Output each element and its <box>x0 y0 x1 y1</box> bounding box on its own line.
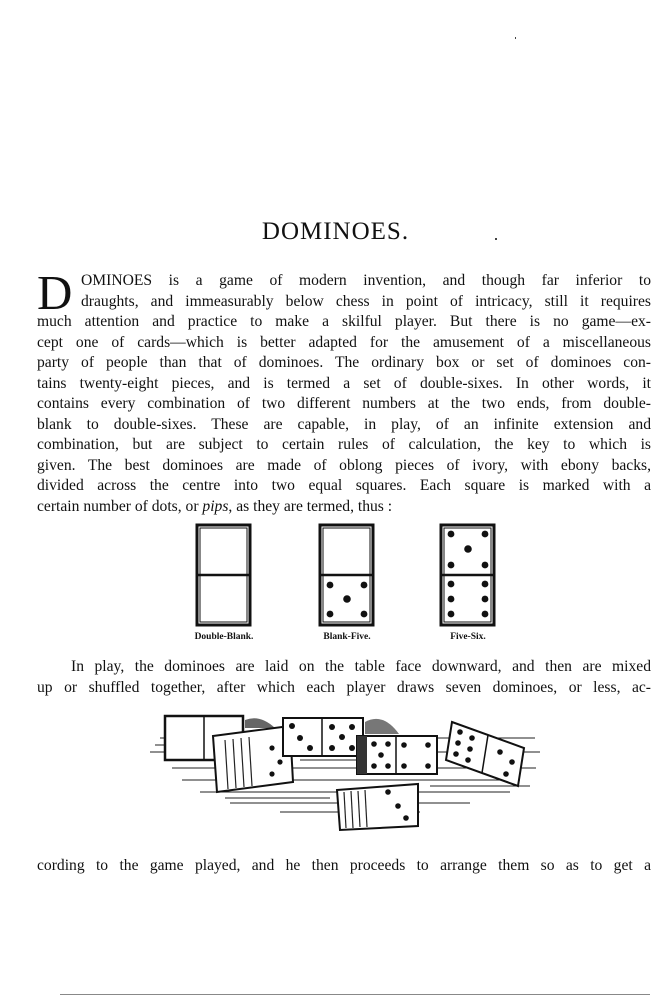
text-line: tains twenty-eight pieces, and is termed a set of double-sixes. In other words, it <box>37 374 651 392</box>
text-line: contains every combination of two different numbers at the two ends, from double- <box>37 395 651 412</box>
text-line: draughts, and immeasurably below chess in point of intricacy, still it requires <box>81 292 651 310</box>
text-line: cording to the game played, and he then proceeds to arrange them so as to get a <box>37 857 651 874</box>
domino-blank-five <box>320 525 373 625</box>
italic-term: pips <box>202 497 229 515</box>
text-line: blank to double-sixes. These are capable, in play, of an infinite extension and <box>37 415 651 433</box>
text-run: , as they are termed, thus : <box>228 497 393 515</box>
text-line: party of people than that of dominoes. The ordinary box or set of dominoes con- <box>37 354 651 371</box>
domino-five-six <box>441 525 494 625</box>
page-edge-line <box>60 994 650 995</box>
text-line: In play, the dominoes are laid on the table face downward, and then are mixed <box>71 658 651 675</box>
text-line: much attention and practice to make a skilful player. But there is no game—ex- <box>37 313 651 330</box>
drop-cap: D <box>37 265 73 320</box>
text-line: up or shuffled together, after which each player draws seven dominoes, or less, ac- <box>37 678 651 696</box>
paragraph-continued <box>37 856 651 877</box>
text-line: OMINOES is a game of modern invention, and though far inferior to <box>81 272 651 289</box>
domino-double-blank <box>197 525 250 625</box>
text-run: certain number of dots, or <box>37 497 203 515</box>
page-speck <box>515 37 516 39</box>
text-line: divided across the centre into two equal squares. Each square is marked with a <box>37 477 651 494</box>
paragraph-play <box>37 657 651 698</box>
caption-five-six: Five-Six. <box>450 632 486 642</box>
text-line: given. The best dominoes are made of oblong pieces of ivory, with ebony backs, <box>37 456 651 474</box>
text-line: combination, but are subject to certain rules of calculation, the key to which is <box>37 436 651 453</box>
dominoes-on-table-illustration <box>150 716 540 830</box>
caption-blank-five: Blank-Five. <box>323 632 371 642</box>
page-title: DOMINOES. <box>261 218 410 245</box>
text-line: cept one of cards—which is better adapted for the amusement of a miscellaneous <box>37 333 651 351</box>
page-speck <box>495 238 497 240</box>
caption-double-blank: Double-Blank. <box>194 632 254 642</box>
